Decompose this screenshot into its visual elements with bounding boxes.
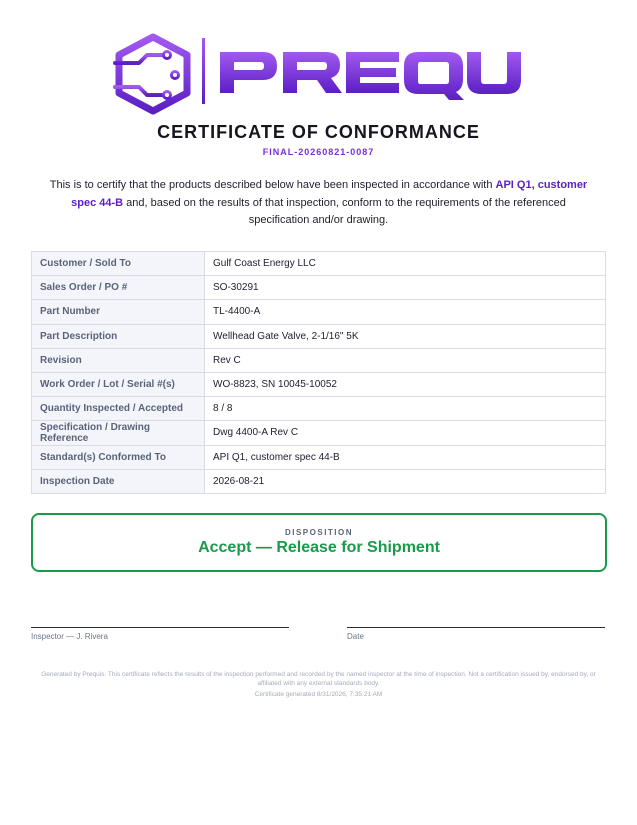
row-value: Rev C [205, 348, 606, 372]
table-row [32, 324, 606, 348]
row-label: Inspection Date [32, 469, 205, 493]
table-row [32, 300, 606, 324]
row-value: Wellhead Gate Valve, 2-1/16" 5K [205, 324, 606, 348]
row-label: Customer / Sold To [32, 252, 205, 276]
table-row [32, 276, 606, 300]
row-value: TL-4400-A [205, 300, 606, 324]
row-label: Specification / Drawing Reference [32, 421, 205, 445]
date-signature-line [347, 627, 605, 628]
generated-timestamp: Certificate generated 8/31/2026, 7:35:21 AM [254, 691, 383, 698]
row-value: Gulf Coast Energy LLC [205, 252, 606, 276]
disposition-box [31, 513, 607, 572]
row-label: Sales Order / PO # [32, 276, 205, 300]
table-row [32, 348, 606, 372]
table-row [32, 469, 606, 493]
document-title: CERTIFICATE OF CONFORMANCE [157, 122, 480, 142]
circuit-hexagon-icon [115, 37, 187, 111]
certificate-id: FINAL-20260821-0087 [262, 147, 375, 157]
disposition-label: DISPOSITION [284, 528, 354, 537]
row-value: SO-30291 [205, 276, 606, 300]
statement-intro: This is to certify that the products described below have been inspected in accordance with [49, 179, 496, 191]
table-row [32, 252, 606, 276]
footer-disclaimer: Generated by Prequis. This certificate reflects the results of the inspection performed and recorded by the named inspector at the time of inspection. Not a certification issued by, endorsed by, or affiliated with any external standards body. [41, 671, 596, 687]
prequis-wordmark [220, 52, 521, 100]
row-label: Standard(s) Conformed To [32, 445, 205, 469]
table-row [32, 397, 606, 421]
row-label: Part Number [32, 300, 205, 324]
row-label: Work Order / Lot / Serial #(s) [32, 372, 205, 396]
row-label: Revision [32, 348, 205, 372]
row-value: Dwg 4400-A Rev C [205, 421, 606, 445]
table-row [32, 445, 606, 469]
row-label: Part Description [32, 324, 205, 348]
row-value: WO-8823, SN 10045-10052 [205, 372, 606, 396]
date-label: Date [347, 632, 364, 641]
inspector-label: Inspector — J. Rivera [31, 632, 108, 641]
statement-conclusion: and, based on the results of that inspection, conform to the requirements of the referenced specification and/or drawing. [123, 196, 566, 226]
disposition-value: Accept — Release for Shipment [198, 539, 440, 556]
row-value: API Q1, customer spec 44-B [205, 445, 606, 469]
inspector-signature-line [31, 627, 289, 628]
row-value: 8 / 8 [205, 397, 606, 421]
row-value: 2026-08-21 [205, 469, 606, 493]
prequis-logo [113, 33, 523, 115]
statement-standard: API Q1, customer spec 44-B [71, 179, 588, 209]
row-label: Quantity Inspected / Accepted [32, 397, 205, 421]
table-row [32, 372, 606, 396]
details-table [31, 251, 606, 494]
table-row [32, 421, 606, 445]
conformance-statement [44, 177, 593, 230]
